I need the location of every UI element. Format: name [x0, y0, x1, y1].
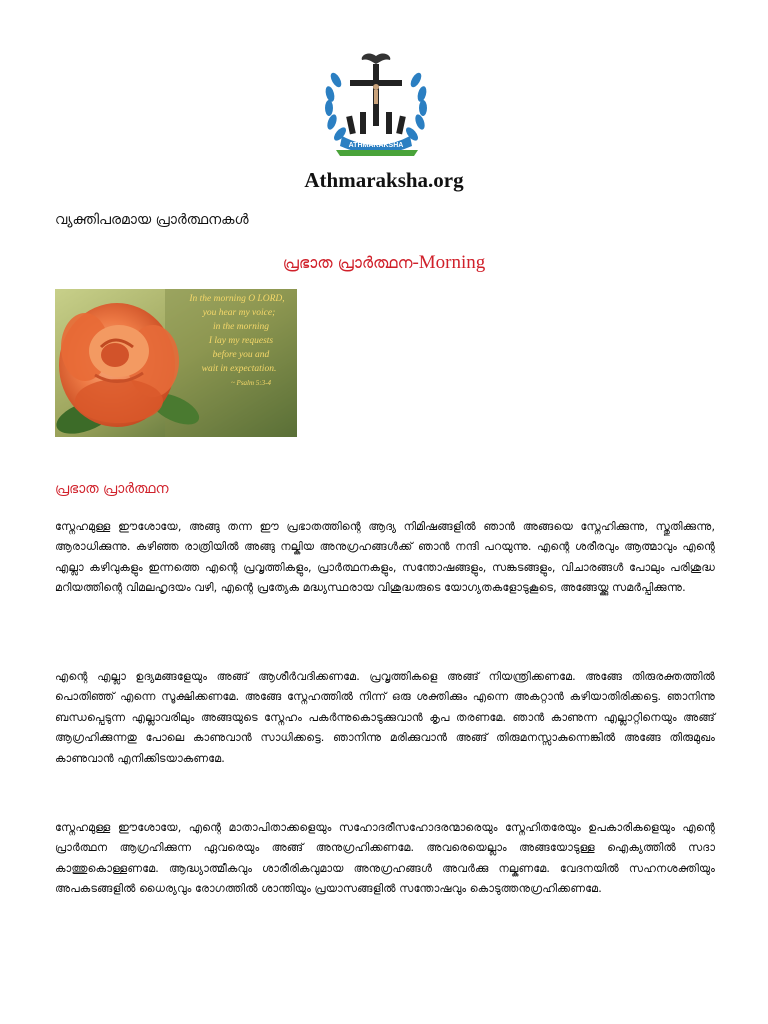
section-heading: വ്യക്തിപരമായ പ്രാർത്ഥനകൾ	[55, 212, 249, 228]
rose-verse-image	[55, 289, 297, 437]
prayer-paragraph-2: എന്റെ എല്ലാ ഉദ്യമങ്ങളേയും അങ്ങ് ആശീർവദിക്കണമേ. പ്രവൃത്തികളെ അങ്ങ് നിയന്ത്രിക്കണമേ. അങ്ങേ തിരുരക്തത്തിൽ പൊതിഞ്ഞ് എന്നെ സൂക്ഷിക്കണമേ. അങ്ങേ സ്നേഹത്തിൽ നിന്ന് ഒരു ശക്തിക്കും എന്നെ അകറ്റാൻ കഴിയാതിരിക്കട്ടെ. ഞാനിന്നു ബന്ധപ്പെടുന്ന എല്ലാവരിലും അങ്ങയുടെ സ്നേഹം പകർന്നുകൊടുക്കുവാൻ കൃപ തരണമേ. ഞാൻ കാണുന്ന എല്ലാറ്റിനെയും അങ്ങ് ആഗ്രഹിക്കുന്നതു പോലെ കാണുവാൻ സാധിക്കട്ടെ. ഞാനിന്നു മരിക്കുവാൻ അങ്ങ് തിരുമനസ്സാകുന്നെങ്കിൽ അങ്ങേ തിരുമുഖം കാണുവാൻ എനിക്കിടയാകണമേ.	[55, 670, 715, 765]
crucifix-icon	[350, 64, 402, 126]
prayer-title-english: -Morning	[412, 252, 486, 273]
verse-line-4: I lay my requests	[208, 336, 274, 346]
site-logo	[318, 50, 434, 158]
prayer-paragraph-3: സ്നേഹമുള്ള ഈശോയേ, എന്റെ മാതാപിതാക്കളെയും സഹോദരീസഹോദരന്മാരെയും സ്നേഹിതരേയും ഉപകാരികളെയും എന്റെ പ്രാർത്ഥന ആഗ്രഹിക്കുന്ന ഏവരെയും അങ്ങ് അനുഗ്രഹിക്കണമേ. അവരെയെല്ലാം അങ്ങയോടുള്ള ഐക്യത്തിൽ സദാ കാത്തുകൊള്ളണമേ. ആദ്ധ്യാത്മീകവും ശാരീരികവുമായ അനുഗ്രഹങ്ങൾ അവർക്കു നല്കണമേ. വേദനയിൽ സഹനശക്തിയും അപകടങ്ങളിൽ ധൈര്യവും രോഗത്തിൽ ശാന്തിയും പ്രയാസങ്ങളിൽ സന്തോഷവും കൊടുത്തനുഗ്രഹിക്കണമേ.	[55, 821, 715, 896]
prayer-title-malayalam: പ്രഭാത പ്രാർത്ഥന	[282, 253, 413, 272]
verse-reference: ~ Psalm 5:3-4	[231, 379, 271, 387]
dove-icon	[362, 53, 391, 64]
logo-text: ATHMARAKSHA	[348, 142, 404, 149]
site-title: Athmaraksha.org	[304, 168, 464, 192]
prayer-paragraph-1: സ്നേഹമുള്ള ഈശോയേ, അങ്ങു തന്ന ഈ പ്രഭാതത്തിന്റെ ആദ്യ നിമിഷങ്ങളിൽ ഞാൻ അങ്ങയെ സ്നേഹിക്കുന്നു, സ്തുതിക്കുന്നു, ആരാധിക്കുന്നു. കഴിഞ്ഞ രാത്രിയിൽ അങ്ങു നല്കിയ അനുഗ്രഹങ്ങൾക്ക് ഞാൻ നന്ദി പറയുന്നു. എന്റെ ശരീരവും ആത്മാവും എന്റെ എല്ലാ കഴിവുകളും ഇന്നത്തെ എന്റെ പ്രവൃത്തികളും, പ്രാർത്ഥനകളും, സന്തോഷങ്ങളും, സങ്കടങ്ങളും, വിചാരങ്ങൾ പോലും പരിശുദ്ധ മറിയത്തിന്റെ വിമലഹൃദയം വഴി, എന്റെ പ്രത്യേക മദ്ധ്യസ്ഥരായ വിശുദ്ധരുടെ യോഗ്യതകളോടുകൂടെ, അങ്ങേയ്ക്കു സമർപ്പിക്കുന്നു.	[55, 520, 715, 595]
verse-line-5: before you and	[212, 350, 270, 360]
verse-line-2: you hear my voice;	[202, 308, 276, 318]
verse-line-6: wait in expectation.	[201, 364, 277, 374]
verse-line-3: in the morning	[213, 322, 269, 332]
prayer-title	[0, 252, 768, 274]
laurel-left-icon	[324, 71, 348, 143]
verse-line-1: In the morning O LORD,	[189, 294, 285, 304]
laurel-right-icon	[404, 71, 428, 143]
prayer-heading: പ്രഭാത പ്രാർത്ഥന	[55, 481, 169, 497]
